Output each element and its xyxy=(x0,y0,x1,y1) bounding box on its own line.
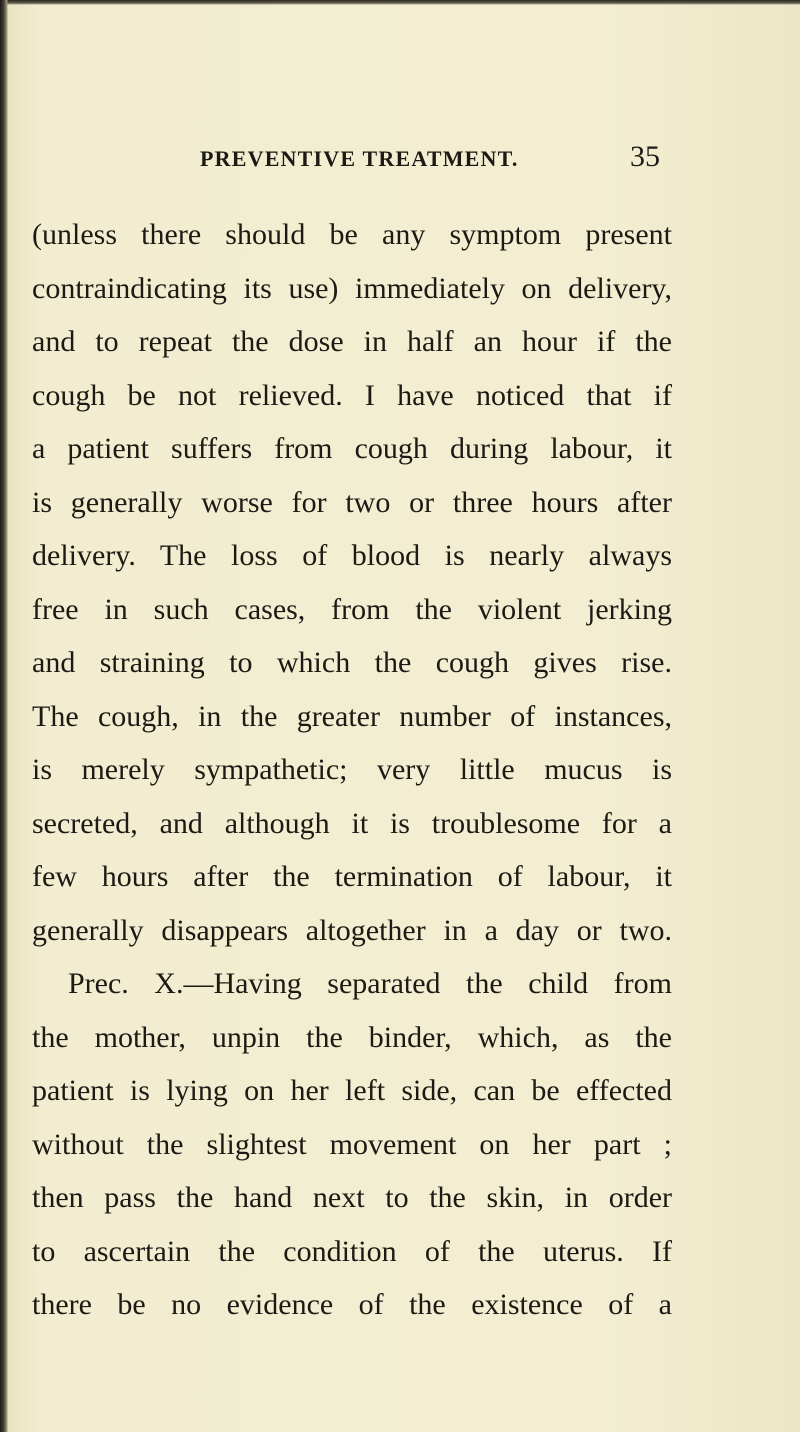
text-line: there be no evidence of the existence of a xyxy=(32,1288,672,1321)
text-line: secreted, and although it is troublesome for a xyxy=(32,806,672,840)
text-line: and straining to which the cough gives rise. xyxy=(32,646,672,679)
text-line-paragraph-start: Prec. X.—Having separated the child from xyxy=(68,967,672,1000)
text-line: a patient suffers from cough during labour, it xyxy=(32,432,672,465)
text-line: patient is lying on her left side, can be effected xyxy=(32,1074,672,1107)
text-line: to ascertain the condition of the uterus. If xyxy=(32,1234,672,1268)
text-line: then pass the hand next to the skin, in order xyxy=(32,1181,672,1214)
text-line: is merely sympathetic; very little mucus is xyxy=(32,753,672,786)
running-title: PREVENTIVE TREATMENT. xyxy=(200,146,519,171)
text-line: The cough, in the greater number of instances, xyxy=(32,699,672,733)
body-text xyxy=(32,208,672,1332)
text-line: cough be not relieved. I have noticed that if xyxy=(32,378,672,412)
text-line: free in such cases, from the violent jerking xyxy=(32,592,672,626)
text-line: generally disappears altogether in a day or two. xyxy=(32,913,672,947)
text-line: few hours after the termination of labour, it xyxy=(32,860,672,893)
page-number: 35 xyxy=(630,140,660,173)
text-line: without the slightest movement on her part ; xyxy=(32,1127,672,1161)
text-line: and to repeat the dose in half an hour if the xyxy=(32,325,672,358)
binding-gutter xyxy=(0,0,8,1432)
text-line: delivery. The loss of blood is nearly always xyxy=(32,539,672,572)
text-line: (unless there should be any symptom present xyxy=(32,218,672,251)
text-line: the mother, unpin the binder, which, as the xyxy=(32,1020,672,1054)
text-line: contraindicating its use) immediately on delivery, xyxy=(32,271,672,305)
page-top-edge xyxy=(0,0,800,5)
text-line: is generally worse for two or three hours after xyxy=(32,485,672,519)
page-header xyxy=(200,140,660,180)
